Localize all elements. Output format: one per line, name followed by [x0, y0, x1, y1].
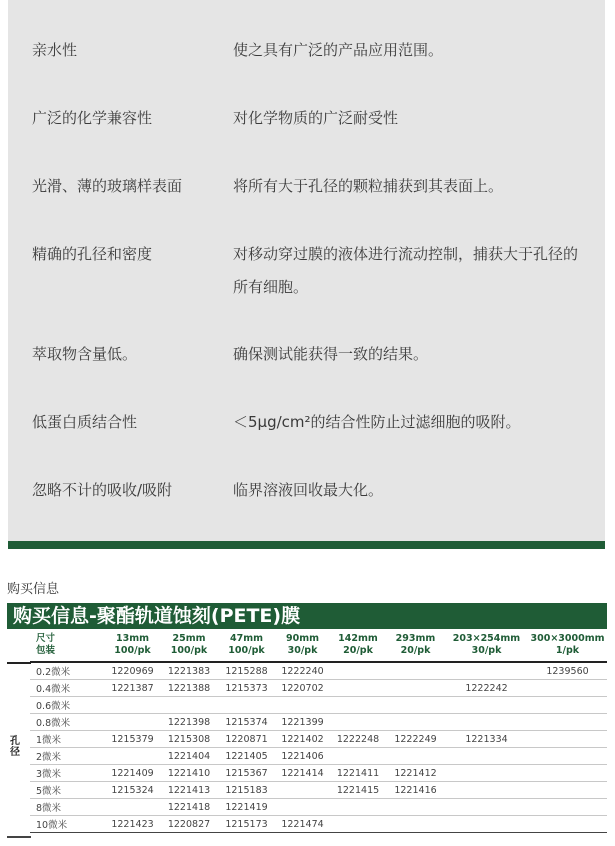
catalog-number-cell: [330, 799, 386, 816]
catalog-number-cell: [445, 765, 528, 782]
catalog-number-cell: [445, 714, 528, 731]
feature-name: 精确的孔径和密度: [32, 245, 153, 263]
catalog-number-cell: [445, 782, 528, 799]
feature-name: 萃取物含量低。: [32, 345, 138, 363]
pore-size-cell: 3微米: [30, 765, 105, 782]
catalog-number-cell: 1222249: [386, 731, 445, 748]
catalog-number-cell: [386, 680, 445, 697]
feature-description: 确保测试能获得一致的结果。: [233, 345, 429, 363]
header-pack: 包装: [36, 645, 56, 656]
pore-size-cell: 1微米: [30, 731, 105, 748]
catalog-number-cell: [386, 748, 445, 765]
pore-size-cell: 10微米: [30, 816, 105, 833]
catalog-number-cell: [528, 765, 607, 782]
table-row: [30, 799, 607, 816]
column-pack: 1/pk: [555, 645, 580, 656]
catalog-number-cell: 1221415: [330, 782, 386, 799]
column-pack: 20/pk: [400, 645, 431, 656]
column-header: [386, 632, 445, 662]
table-row: [30, 714, 607, 731]
catalog-number-cell: 1221406: [275, 748, 330, 765]
catalog-number-cell: 1221388: [160, 680, 218, 697]
catalog-number-cell: [386, 799, 445, 816]
catalog-number-cell: 1221409: [105, 765, 160, 782]
catalog-number-cell: [528, 680, 607, 697]
catalog-number-cell: 1222248: [330, 731, 386, 748]
catalog-number-cell: 1215173: [218, 816, 275, 833]
catalog-number-cell: 1221412: [386, 765, 445, 782]
catalog-number-cell: 1215374: [218, 714, 275, 731]
catalog-number-cell: 1220827: [160, 816, 218, 833]
catalog-number-cell: [218, 697, 275, 714]
feature-name: 光滑、薄的玻璃样表面: [32, 177, 183, 195]
table-row: [30, 662, 607, 680]
table-row: [30, 782, 607, 799]
column-header: [445, 632, 528, 662]
column-pack: 100/pk: [170, 645, 208, 656]
pore-size-cell: 5微米: [30, 782, 105, 799]
column-pack: 100/pk: [114, 645, 151, 656]
catalog-number-cell: 1215308: [160, 731, 218, 748]
feature-description: 临界溶液回收最大化。: [233, 481, 384, 499]
catalog-number-cell: 1221398: [160, 714, 218, 731]
feature-name: 亲水性: [32, 41, 78, 59]
catalog-number-cell: 1222240: [275, 662, 330, 680]
feature-name: 广泛的化学兼容性: [32, 109, 153, 127]
column-size: 25mm: [172, 633, 206, 644]
pore-size-cell: 0.6微米: [30, 697, 105, 714]
catalog-number-cell: 1220871: [218, 731, 275, 748]
catalog-number-cell: [528, 714, 607, 731]
feature-description: 对移动穿过膜的液体进行流动控制，捕获大于孔径的所有细胞。: [233, 245, 579, 296]
catalog-number-cell: 1215373: [218, 680, 275, 697]
pore-size-cell: 0.4微米: [30, 680, 105, 697]
pore-size-cell: 0.2微米: [30, 662, 105, 680]
column-header: [160, 632, 218, 662]
column-pack: 20/pk: [343, 645, 373, 656]
column-pack: 100/pk: [228, 645, 265, 656]
catalog-number-cell: 1215324: [105, 782, 160, 799]
catalog-number-cell: [445, 662, 528, 680]
catalog-number-cell: 1221423: [105, 816, 160, 833]
product-banner: 购买信息-聚酯轨道蚀刻(PETE)膜: [7, 603, 607, 629]
catalog-number-cell: [105, 799, 160, 816]
table-header: [30, 632, 607, 662]
column-header: [105, 632, 160, 662]
catalog-number-cell: 1215183: [218, 782, 275, 799]
catalog-number-cell: [330, 714, 386, 731]
ordering-table: [30, 632, 607, 833]
catalog-number-cell: [105, 697, 160, 714]
catalog-number-cell: [445, 799, 528, 816]
feature-name: 忽略不计的吸收/吸附: [32, 481, 173, 499]
panel-divider: [8, 541, 605, 549]
column-header: [275, 632, 330, 662]
catalog-number-cell: [160, 697, 218, 714]
catalog-number-cell: [528, 782, 607, 799]
pore-size-cell: 8微米: [30, 799, 105, 816]
catalog-number-cell: [445, 816, 528, 833]
section-title: 购买信息: [7, 582, 60, 597]
feature-description: ＜5μg/cm²的结合性防止过滤细胞的吸附。: [233, 413, 521, 431]
pore-size-cell: 0.8微米: [30, 714, 105, 731]
feature-name: 低蛋白质结合性: [32, 413, 138, 431]
column-header: [330, 632, 386, 662]
catalog-number-cell: 1221414: [275, 765, 330, 782]
feature-description: 对化学物质的广泛耐受性: [233, 109, 399, 127]
feature-description: 将所有大于孔径的颗粒捕获到其表面上。: [233, 177, 504, 195]
catalog-number-cell: 1221399: [275, 714, 330, 731]
catalog-number-cell: [330, 816, 386, 833]
table-row: [30, 765, 607, 782]
catalog-number-cell: [386, 697, 445, 714]
table-row: [30, 680, 607, 697]
column-size: 47mm: [229, 633, 264, 644]
column-header: [218, 632, 275, 662]
pore-size-cell: 2微米: [30, 748, 105, 765]
catalog-number-cell: 1221419: [218, 799, 275, 816]
catalog-number-cell: 1220702: [275, 680, 330, 697]
catalog-number-cell: 1221402: [275, 731, 330, 748]
catalog-number-cell: 1215379: [105, 731, 160, 748]
catalog-number-cell: 1221405: [218, 748, 275, 765]
catalog-number-cell: [528, 816, 607, 833]
catalog-number-cell: 1221404: [160, 748, 218, 765]
feature-description: 使之具有广泛的产品应用范围。: [233, 41, 444, 59]
header-size-pack: [30, 632, 105, 662]
catalog-number-cell: 1220969: [105, 662, 160, 680]
catalog-number-cell: 1215288: [218, 662, 275, 680]
divider: [7, 662, 31, 664]
column-size: 300×3000mm: [530, 633, 605, 644]
table-row: [30, 748, 607, 765]
column-size: 142mm: [338, 633, 378, 644]
catalog-number-cell: [275, 799, 330, 816]
catalog-number-cell: [528, 799, 607, 816]
catalog-number-cell: [386, 714, 445, 731]
column-size: 293mm: [395, 633, 436, 644]
column-size: 203×254mm: [452, 633, 521, 644]
table-row: [30, 697, 607, 714]
column-size: 13mm: [115, 633, 150, 644]
catalog-number-cell: [528, 748, 607, 765]
catalog-number-cell: [330, 680, 386, 697]
catalog-number-cell: 1221383: [160, 662, 218, 680]
catalog-number-cell: [330, 662, 386, 680]
catalog-number-cell: 1221410: [160, 765, 218, 782]
column-header: [528, 632, 607, 662]
catalog-number-cell: 1239560: [528, 662, 607, 680]
catalog-number-cell: [105, 748, 160, 765]
header-size: 尺寸: [36, 633, 56, 644]
catalog-number-cell: 1222242: [445, 680, 528, 697]
catalog-number-cell: 1221418: [160, 799, 218, 816]
table-row: [30, 731, 607, 748]
column-size: 90mm: [285, 633, 320, 644]
catalog-number-cell: [275, 697, 330, 714]
catalog-number-cell: [528, 731, 607, 748]
catalog-number-cell: 1221416: [386, 782, 445, 799]
catalog-number-cell: 1221474: [275, 816, 330, 833]
catalog-number-cell: [445, 697, 528, 714]
catalog-number-cell: [528, 697, 607, 714]
catalog-number-cell: [105, 714, 160, 731]
catalog-number-cell: 1221387: [105, 680, 160, 697]
catalog-number-cell: 1221411: [330, 765, 386, 782]
catalog-number-cell: [386, 662, 445, 680]
catalog-number-cell: 1215367: [218, 765, 275, 782]
table-row: [30, 816, 607, 833]
catalog-number-cell: [330, 748, 386, 765]
catalog-number-cell: 1221413: [160, 782, 218, 799]
column-pack: 30/pk: [287, 645, 318, 656]
catalog-number-cell: 1221334: [445, 731, 528, 748]
catalog-number-cell: [386, 816, 445, 833]
catalog-number-cell: [275, 782, 330, 799]
catalog-number-cell: [330, 697, 386, 714]
catalog-number-cell: [445, 748, 528, 765]
column-pack: 30/pk: [471, 645, 502, 656]
divider: [7, 836, 31, 838]
pore-size-label: 孔径: [10, 736, 20, 758]
